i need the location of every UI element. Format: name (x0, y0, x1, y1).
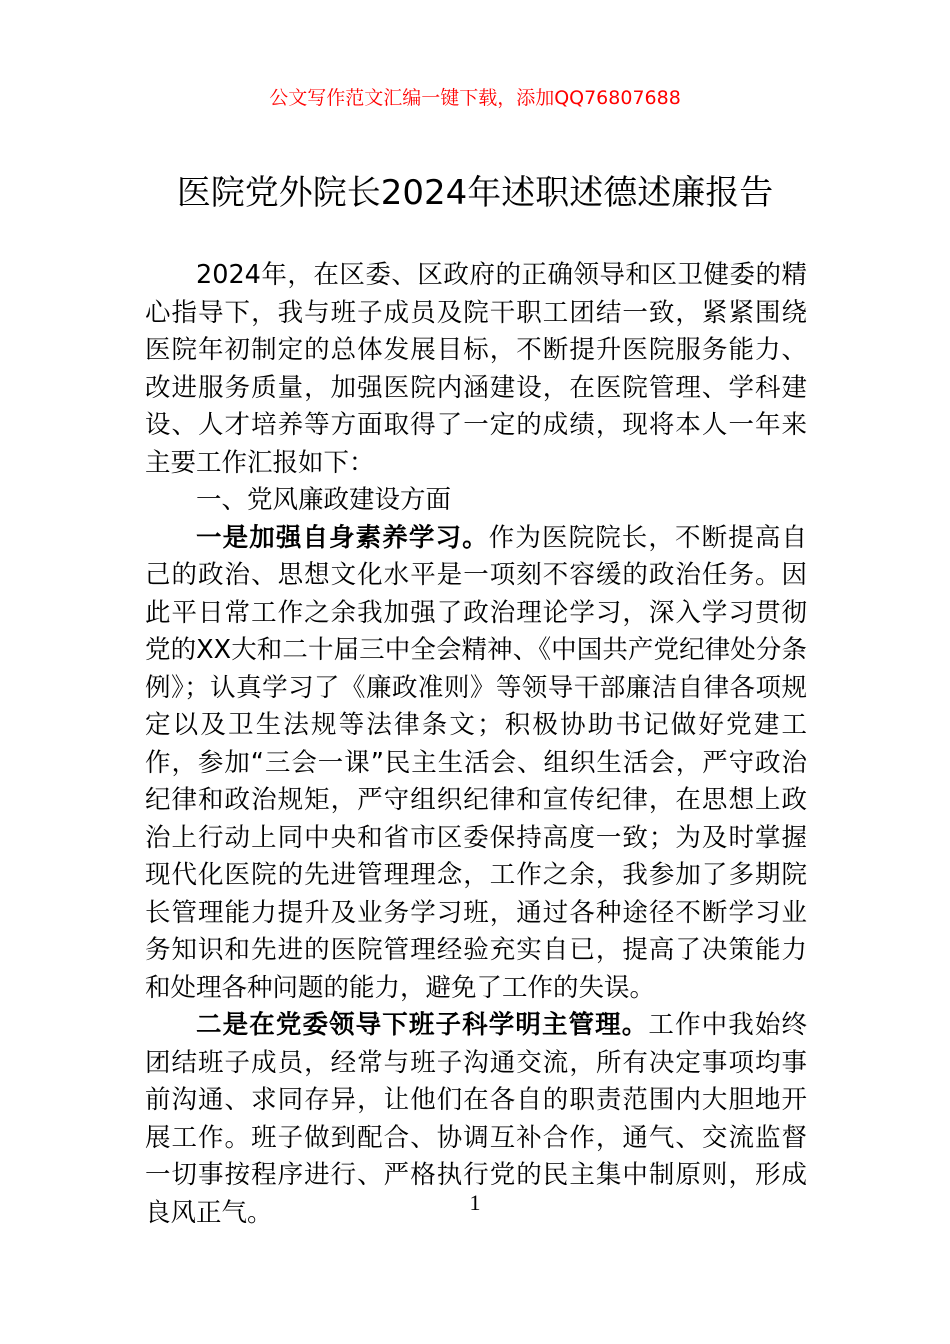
promo-banner (0, 84, 950, 112)
point-one-lead: 一是加强自身素养学习。 (196, 522, 489, 553)
document-body (145, 257, 807, 1232)
point-one-paragraph (145, 520, 807, 1008)
point-two-lead: 二是在党委领导下班子科学明主管理。 (196, 1010, 649, 1040)
document-title: 医院党外院长2024年述职述德述廉报告 (176, 173, 774, 213)
promo-text: 公文写作范文汇编一键下载，添加QQ76807688 (269, 87, 681, 109)
section-heading: 一、党风廉政建设方面 (196, 485, 452, 515)
point-one-text: 作为医院院长，不断提高自己的政治、思想文化水平是一项刻不容缓的政治任务。因此平日常工作之余我加强了政治理论学习，深入学习贯彻党的XX大和二十届三中全会精神、《中国共产党纪律处分条例》；认真学习了《廉政准则》等领导干部廉洁自律各项规定以及卫生法规等法律条文；积极协助书记做好党建工作，参加“三会一课”民主生活会、组织生活会，严守政治纪律和政治规矩，严守组织纪律和宣传纪律，在思想上政治上行动上同中央和省市区委保持高度一致；为及时掌握现代化医院的先进管理理念，工作之余，我参加了多期院长管理能力提升及业务学习班，通过各种途径不断学习业务知识和先进的医院管理经验充实自已，提高了决策能力和处理各种问题的能力，避免了工作的失误。 (145, 522, 807, 1003)
intro-paragraph: 2024年，在区委、区政府的正确领导和区卫健委的精心指导下，我与班子成员及院干职工团结一致，紧紧围绕医院年初制定的总体发展目标，不断提升医院服务能力、改进服务质量，加强医院内涵建设，在医院管理、学科建设、人才培养等方面取得了一定的成绩，现将本人一年来主要工作汇报如下： (145, 260, 807, 478)
page-number: 1 (469, 1190, 481, 1215)
point-two-text: 工作中我始终团结班子成员，经常与班子沟通交流，所有决定事项均事前沟通、求同存异，让他们在各自的职责范围内大胆地开展工作。班子做到配合、协调互补合作，通气、交流监督一切事按程序进行、严格执行党的民主集中制原则，形成良风正气。 (145, 1010, 807, 1228)
